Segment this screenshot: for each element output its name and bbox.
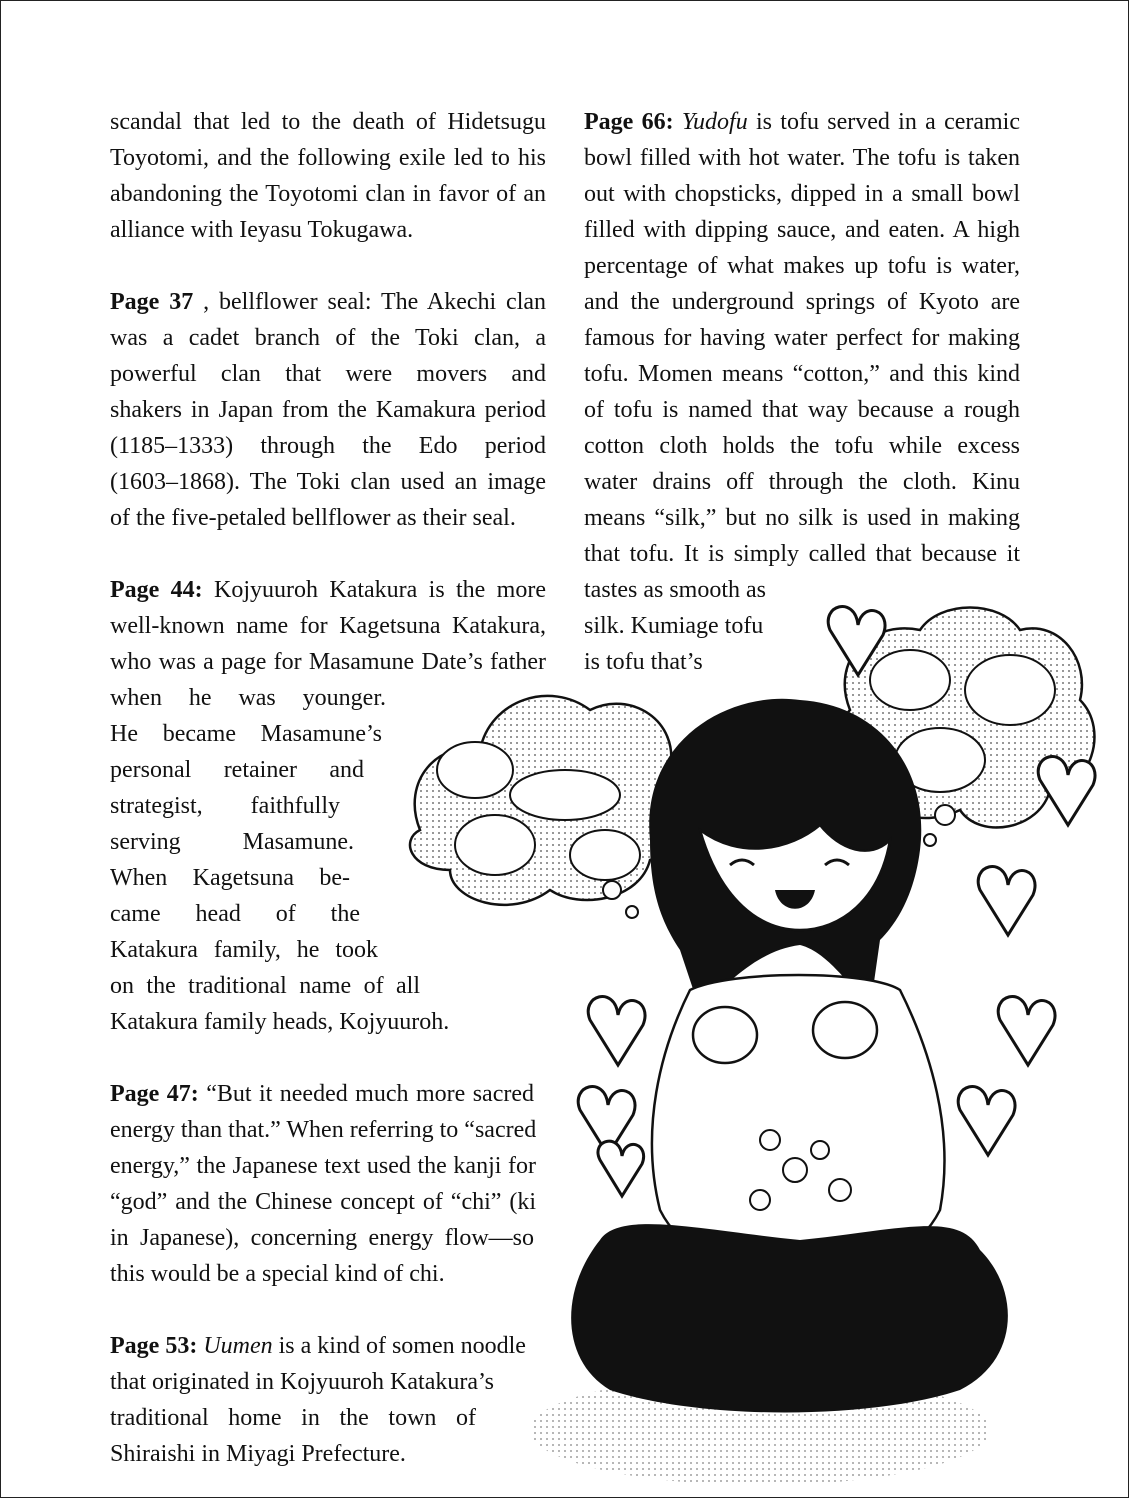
line-text: alliance with Ieyasu Tokugawa.: [110, 217, 414, 243]
line-text: on the traditional name of all: [110, 973, 420, 999]
line-text: is tofu that’s: [584, 649, 703, 675]
manga-girl-illustration: [400, 590, 1131, 1500]
left-line: [110, 428, 546, 464]
line-text: He became Masamune’s: [110, 721, 382, 747]
left-line: [110, 680, 386, 716]
right-line: [584, 464, 1020, 500]
left-line: [110, 500, 546, 536]
line-text: is a kind of somen noodle: [272, 1333, 526, 1359]
line-text: “But it needed much more sacred: [206, 1081, 535, 1107]
page-reference: Page 44:: [110, 577, 203, 603]
line-text: tofu. Momen means “cotton,” and this kind: [584, 361, 1020, 387]
line-text: means “silk,” but no silk is used in making: [584, 505, 1020, 531]
left-line: [110, 860, 350, 896]
line-text: water drains off through the cloth. Kinu: [584, 469, 1020, 495]
right-line: [584, 248, 1020, 284]
right-line: [584, 428, 1020, 464]
line-text: this would be a special kind of chi.: [110, 1261, 445, 1287]
line-text: scandal that led to the death of Hidetsugu: [110, 109, 546, 135]
left-line: [110, 932, 378, 968]
right-line: [584, 140, 1020, 176]
left-line: [110, 392, 546, 428]
left-line: [110, 320, 546, 356]
line-text: Kojyuuroh Katakura is the more: [214, 577, 546, 603]
left-line: [110, 140, 546, 176]
left-line: [110, 752, 364, 788]
right-line: [584, 536, 1020, 572]
page-reference: Page 53:: [110, 1333, 198, 1359]
right-line: [584, 212, 1020, 248]
body: [652, 975, 945, 1270]
line-text: (1185–1333) through the Edo period: [110, 433, 546, 459]
line-text: “god” and the Chinese concept of “chi” (ki: [110, 1189, 536, 1215]
page-reference: Page 66:: [584, 109, 674, 135]
right-line: [584, 176, 1020, 212]
right-line: [584, 356, 1020, 392]
right-line: [584, 500, 1020, 536]
left-line: [110, 176, 546, 212]
left-line: [110, 356, 546, 392]
line-text: powerful clan that were movers and: [110, 361, 546, 387]
line-text: that originated in Kojyuuroh Katakura’s: [110, 1369, 494, 1395]
line-text: percentage of what makes up tofu is water,: [584, 253, 1020, 279]
line-text: serving Masamune.: [110, 829, 354, 855]
line-text: (1603–1868). The Toki clan used an image: [110, 469, 546, 495]
page-reference: Page 37: [110, 289, 194, 315]
line-text: tastes as smooth as: [584, 577, 766, 603]
line-text: personal retainer and: [110, 757, 364, 783]
line-text: of tofu is named that way because a rough: [584, 397, 1020, 423]
line-text: Shiraishi in Miyagi Prefecture.: [110, 1441, 406, 1467]
left-fist: [693, 1007, 757, 1063]
page-reference: Page 47:: [110, 1081, 199, 1107]
left-line: [110, 104, 546, 140]
right-line: [584, 320, 1020, 356]
line-text: famous for having water perfect for making: [584, 325, 1020, 351]
line-text: shakers in Japan from the Kamakura period: [110, 397, 546, 423]
left-line: [110, 464, 546, 500]
line-text: abandoning the Toyotomi clan in favor of an: [110, 181, 546, 207]
line-text: strategist, faithfully: [110, 793, 340, 819]
right-fist: [813, 1002, 877, 1058]
line-text: that tofu. It is simply called that because it: [584, 541, 1020, 567]
line-text: and the underground springs of Kyoto are: [584, 289, 1020, 315]
line-text: who was a page for Masamune Date’s father: [110, 649, 546, 675]
line-text: Katakura family heads, Kojyuuroh.: [110, 1009, 450, 1035]
right-line: [584, 104, 1020, 140]
line-text: Toyotomi, and the following exile led to his: [110, 145, 546, 171]
line-text: Katakura family, he took: [110, 937, 378, 963]
line-text: when he was younger.: [110, 685, 386, 711]
line-text: traditional home in the town of: [110, 1405, 476, 1431]
line-text: When Kagetsuna be-: [110, 865, 350, 891]
thought-cloud-left: [410, 696, 687, 918]
term-italic: Uumen: [203, 1333, 273, 1359]
line-text: well-known name for Kagetsuna Katakura,: [110, 613, 546, 639]
term-italic: Yudofu: [681, 109, 748, 135]
left-line: [110, 788, 340, 824]
line-text: came head of the: [110, 901, 360, 927]
right-line: [584, 392, 1020, 428]
line-text: silk. Kumiage tofu: [584, 613, 764, 639]
line-text: filled with dipping sauce, and eaten. A high: [584, 217, 1020, 243]
line-text: out with chopsticks, dipped in a small bowl: [584, 181, 1020, 207]
left-line: [110, 716, 382, 752]
left-line: [110, 824, 354, 860]
right-line: [584, 284, 1020, 320]
left-line: [110, 212, 546, 248]
left-line: [110, 284, 546, 320]
line-text: , bellflower seal: The Akechi clan: [203, 289, 547, 315]
left-line: [110, 1436, 414, 1472]
left-line: [110, 968, 420, 1004]
line-text: energy,” the Japanese text used the kanji for: [110, 1153, 536, 1179]
line-text: energy than that.” When referring to “sacred: [110, 1117, 537, 1143]
skirt: [571, 1224, 1008, 1412]
line-text: is tofu served in a ceramic: [747, 109, 1020, 135]
left-line: [110, 896, 360, 932]
line-text: of the five-petaled bellflower as their seal.: [110, 505, 516, 531]
line-text: was a cadet branch of the Toki clan, a: [110, 325, 546, 351]
line-text: bowl filled with hot water. The tofu is taken: [584, 145, 1020, 171]
left-line: [110, 1256, 450, 1292]
line-text: in Japanese), concerning energy flow—so: [110, 1225, 534, 1251]
line-text: cotton cloth holds the tofu while excess: [584, 433, 1020, 459]
